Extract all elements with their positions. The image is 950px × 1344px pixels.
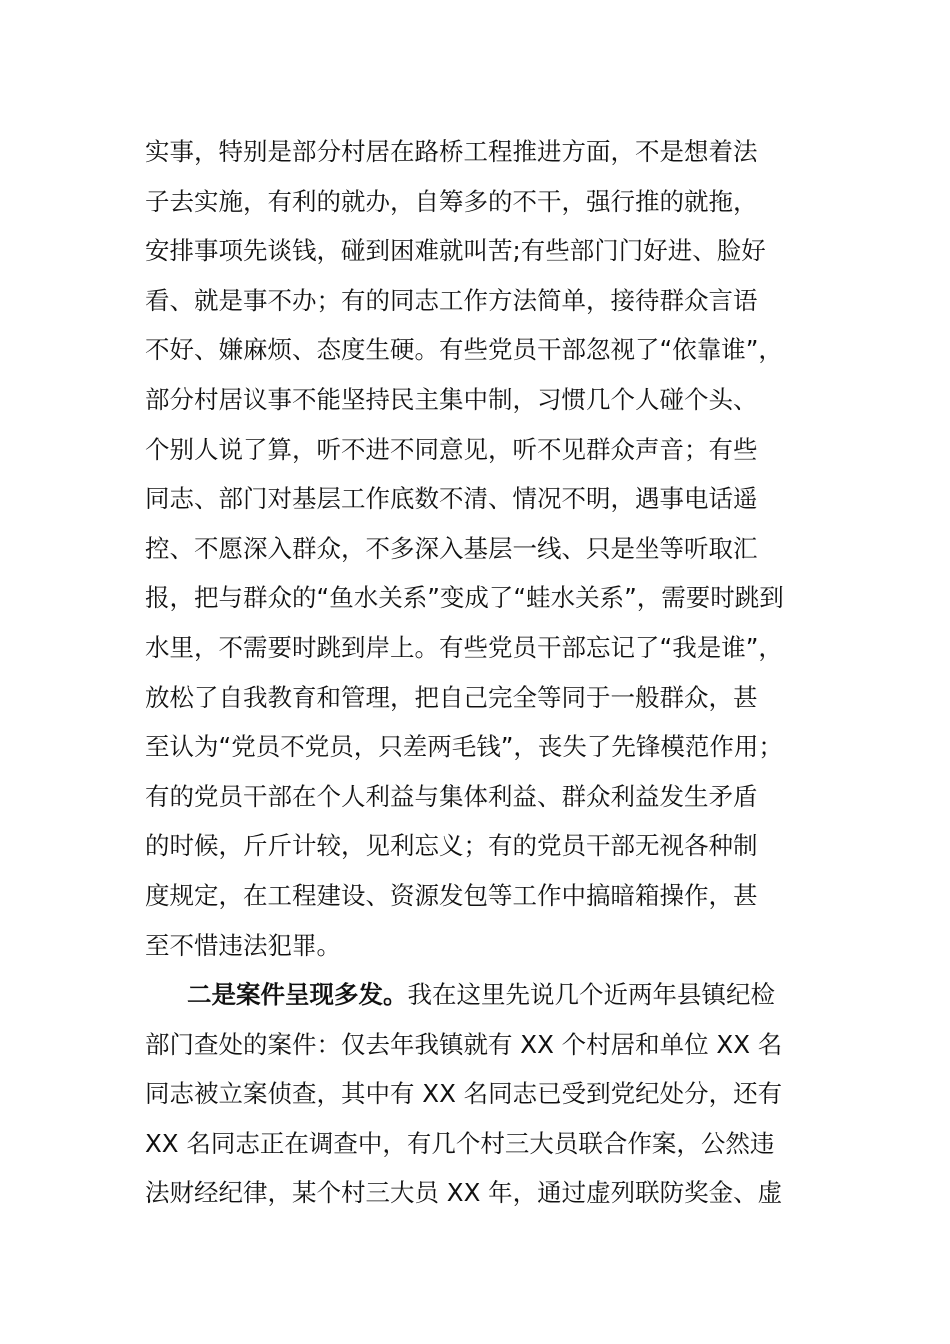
text-line: 部分村居议事不能坚持民主集中制，习惯几个人碰个头、	[145, 384, 758, 414]
text-run: 我在这里先说几个近两年县镇纪检	[407, 980, 775, 1010]
text-line: 水里，不需要时跳到岸上。有些党员干部忘记了“我是谁”，	[145, 632, 783, 662]
text-line: 至不惜违法犯罪。	[145, 930, 341, 960]
text-line: 子去实施，有利的就办，自筹多的不干，强行推的就拖，	[145, 186, 758, 216]
text-line: 个别人说了算，听不进不同意见，听不见群众声音；有些	[145, 434, 758, 464]
text-line: 度规定，在工程建设、资源发包等工作中搞暗箱操作，甚	[145, 880, 758, 910]
text-line: 看、就是事不办；有的同志工作方法简单，接待群众言语	[145, 285, 758, 315]
text-line: 部门查处的案件：仅去年我镇就有 XX 个村居和单位 XX 名	[145, 1029, 783, 1059]
text-line	[145, 970, 815, 1020]
paragraph-2	[145, 970, 815, 1218]
text-line: 安排事项先谈钱，碰到困难就叫苦;有些部门门好进、脸好	[145, 236, 766, 266]
text-line: 同志、部门对基层工作底数不清、情况不明，遇事电话遥	[145, 484, 758, 514]
text-line: XX 名同志正在调查中，有几个村三大员联合作案，公然违	[145, 1128, 775, 1158]
paragraph-1	[145, 127, 815, 970]
text-line: 至认为“党员不党员，只差两毛钱”，丧失了先锋模范作用；	[145, 732, 783, 762]
text-line: 的时候，斤斤计较，见利忘义；有的党员干部无视各种制	[145, 831, 758, 861]
text-line: 法财经纪律，某个村三大员 XX 年，通过虚列联防奖金、虚	[145, 1178, 783, 1208]
text-line: 实事，特别是部分村居在路桥工程推进方面，不是想着法	[145, 137, 758, 166]
text-line: 不好、嫌麻烦、态度生硬。有些党员干部忽视了“依靠谁”，	[145, 335, 783, 365]
text-line: 放松了自我教育和管理，把自己完全等同于一般群众，甚	[145, 682, 758, 712]
text-line: 控、不愿深入群众，不多深入基层一线、只是坐等听取汇	[145, 533, 758, 563]
text-line: 有的党员干部在个人利益与集体利益、群众利益发生矛盾	[145, 781, 758, 811]
document-body	[145, 127, 815, 1218]
text-line: 同志被立案侦查，其中有 XX 名同志已受到党纪处分，还有	[145, 1079, 783, 1109]
text-line: 报，把与群众的“鱼水关系”变成了“蛙水关系”，需要时跳到	[145, 583, 784, 613]
paragraph-heading: 二是案件呈现多发。	[187, 980, 408, 1010]
